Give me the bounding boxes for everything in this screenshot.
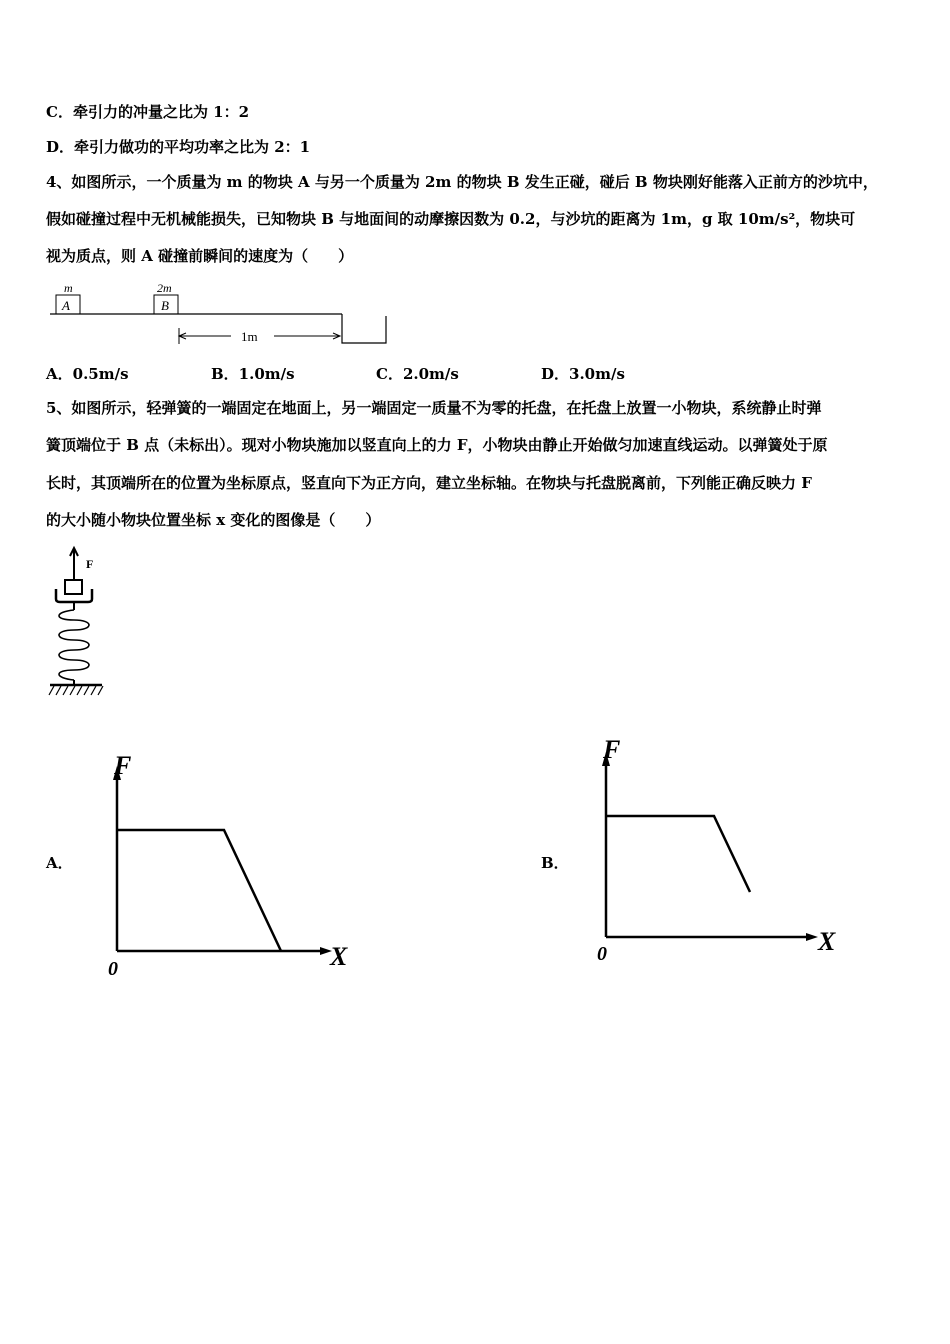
block-b-label: B	[161, 298, 169, 313]
q5-graph-b	[590, 732, 850, 964]
q4-text-line2: 假如碰撞过程中无机械能损失，已知物块 B 与地面间的动摩擦因数为 0.2，与沙坑的距离为 1m，g 取 10m/s²，物块可	[46, 210, 856, 228]
q5-text-line1: 5、如图所示，轻弹簧的一端固定在地面上，另一端固定一质量不为零的托盘，在托盘上放置一小物块，系统静止时弹	[46, 399, 822, 417]
q4-collision-figure	[44, 278, 394, 350]
q4-text-line1: 4、如图所示，一个质量为 m 的物块 A 与另一个质量为 2m 的物块 B 发生正碰，碰后 B 物块刚好能落入正前方的沙坑中，	[46, 173, 878, 191]
q5-text-line4: 的大小随小物块位置坐标 x 变化的图像是（ ）	[46, 511, 381, 529]
q4-option-c[interactable]: C．2.0m/s	[376, 365, 459, 383]
graph-b-origin-label: 0	[597, 943, 607, 964]
tray	[56, 589, 92, 602]
graph-a-x-label: X	[330, 942, 348, 971]
mass-a-label: m	[64, 281, 73, 295]
q4-text-line3: 视为质点，则 A 碰撞前瞬间的速度为（ ）	[46, 247, 354, 265]
q4-option-b[interactable]: B．1.0m/s	[211, 365, 295, 383]
q5-text-line3: 长时，其顶端所在的位置为坐标原点，竖直向下为正方向，建立坐标轴。在物块与托盘脱离前，下列能正确反映力 F	[46, 474, 812, 492]
q3-option-d: D．牵引力做功的平均功率之比为 2：1	[46, 138, 311, 156]
small-block	[65, 580, 82, 594]
q3-option-c: C．牵引力的冲量之比为 1：2	[46, 103, 250, 121]
mass-b-label: 2m	[157, 281, 172, 295]
block-a-label: A	[62, 298, 70, 313]
q4-option-a[interactable]: A．0.5m/s	[46, 365, 129, 383]
spring-coil	[59, 610, 89, 680]
q5-graph-a	[100, 748, 360, 980]
q5-option-a-label[interactable]: A．	[46, 854, 73, 872]
spring-force-label: F	[86, 557, 94, 571]
graph-a-curve	[117, 830, 281, 951]
graph-b-curve	[606, 816, 750, 892]
graph-b-x-label: X	[818, 927, 836, 956]
graph-b-y-label: F	[603, 735, 621, 764]
q5-text-line2: 簧顶端位于 B 点（未标出）。现对小物块施加以竖直向上的力 F，小物块由静止开始做匀加速直线运动。以弹簧处于原	[46, 436, 828, 454]
q5-spring-figure	[44, 544, 114, 700]
graph-a-origin-label: 0	[108, 958, 118, 980]
distance-label: 1m	[241, 329, 258, 344]
graph-a-y-label: F	[114, 751, 132, 780]
q4-option-d[interactable]: D．3.0m/s	[541, 365, 625, 383]
q5-option-b-label[interactable]: B．	[541, 854, 569, 872]
